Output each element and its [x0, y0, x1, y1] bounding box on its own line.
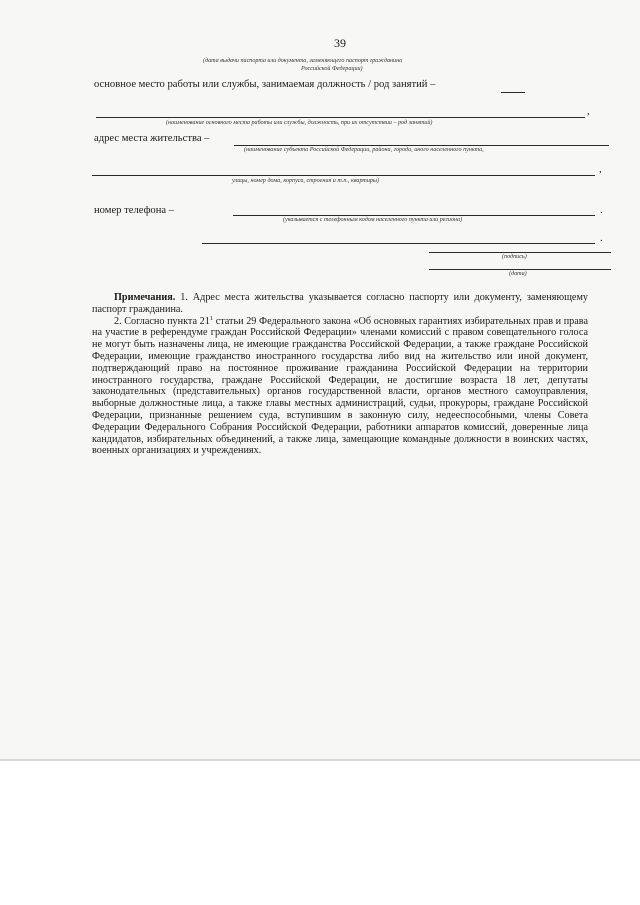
signature-line[interactable]	[429, 252, 611, 253]
page-number: 39	[334, 36, 346, 50]
address-caption-2: улицы, номер дома, корпуса, строения и т.п., квартиры)	[232, 178, 380, 184]
work-comma: ,	[587, 105, 590, 117]
signature-caption: (подпись)	[502, 254, 527, 260]
work-short-line	[501, 92, 525, 93]
phone-label: номер телефона –	[94, 205, 175, 216]
date-line[interactable]	[429, 269, 611, 270]
address-label: адрес места жительства –	[94, 133, 210, 144]
work-input-line[interactable]	[96, 117, 585, 118]
note-1-text: 1. Адрес места жительства указывается согласно паспорту или документу, заменяющему паспорт гражданина.	[92, 292, 588, 315]
passport-date-caption: (дата выдачи паспорта или документа, заменяющего паспорт гражданина	[203, 58, 403, 64]
extra-period: .	[600, 232, 603, 244]
note-2-text: статьи 29 Федерального закона «Об основных гарантиях избирательных прав и права на участие в референдуме граждан Российской Федерации» членами комиссий с правом совещательного голоса не могут быть назначены лица, не имеющие гражданства Российской Федерации, а также граждане Российской Федерации, имеющие гражданство иностранного государства либо вид на жительство или иной документ, подтверждающий право на постоянное проживание гражданина Российской Федерации на территории иностранного государства, граждане Российской Федерации, не достигшие возраста 18 лет, депутаты законодательных (представительных) органов государственной власти, органов местного самоуправления, выборные должностные лица, а также главы местных администраций, судьи, прокуроры, граждане Российской Федерации, признанные решением суда, вступившим в законную силу, недееспособными, члены Совета Федерации Федерального Собрания Российской Федерации, работники аппаратов комиссий, доверенные лица кандидатов, избирательных объединений, а также лица, замещающие командные должности в воинских частях, военных организациях и учреждениях.	[92, 315, 588, 457]
address-input-line-2[interactable]	[92, 175, 595, 176]
passport-date-caption-2: Российской Федерации)	[301, 66, 363, 72]
work-label: основное место работы или службы, занимаемая должность / род занятий –	[94, 79, 436, 90]
address-comma: ,	[599, 163, 602, 175]
note-2	[92, 316, 588, 458]
notes-heading: Примечания.	[114, 292, 176, 303]
extra-input-line[interactable]	[202, 243, 595, 244]
address-input-line-1[interactable]	[234, 145, 609, 146]
note-2-prefix: 2. Согласно пункта 21	[114, 315, 210, 327]
phone-input-line[interactable]	[233, 215, 595, 216]
note-2-superscript: 1	[209, 314, 214, 322]
date-caption: (дата)	[509, 271, 527, 277]
address-caption-1: (наименование субъекта Российской Федерации, района, города, иного населенного пункта,	[244, 147, 484, 153]
scan-edge	[0, 759, 640, 761]
note-1	[92, 292, 588, 316]
work-caption: (наименование основного места работы или службы, должность, при их отсутствии – род занятий)	[166, 120, 433, 126]
notes-block	[92, 292, 588, 457]
phone-caption: (указывается с телефонным кодом населенного пункта или региона)	[283, 217, 463, 223]
phone-period: .	[600, 204, 603, 216]
